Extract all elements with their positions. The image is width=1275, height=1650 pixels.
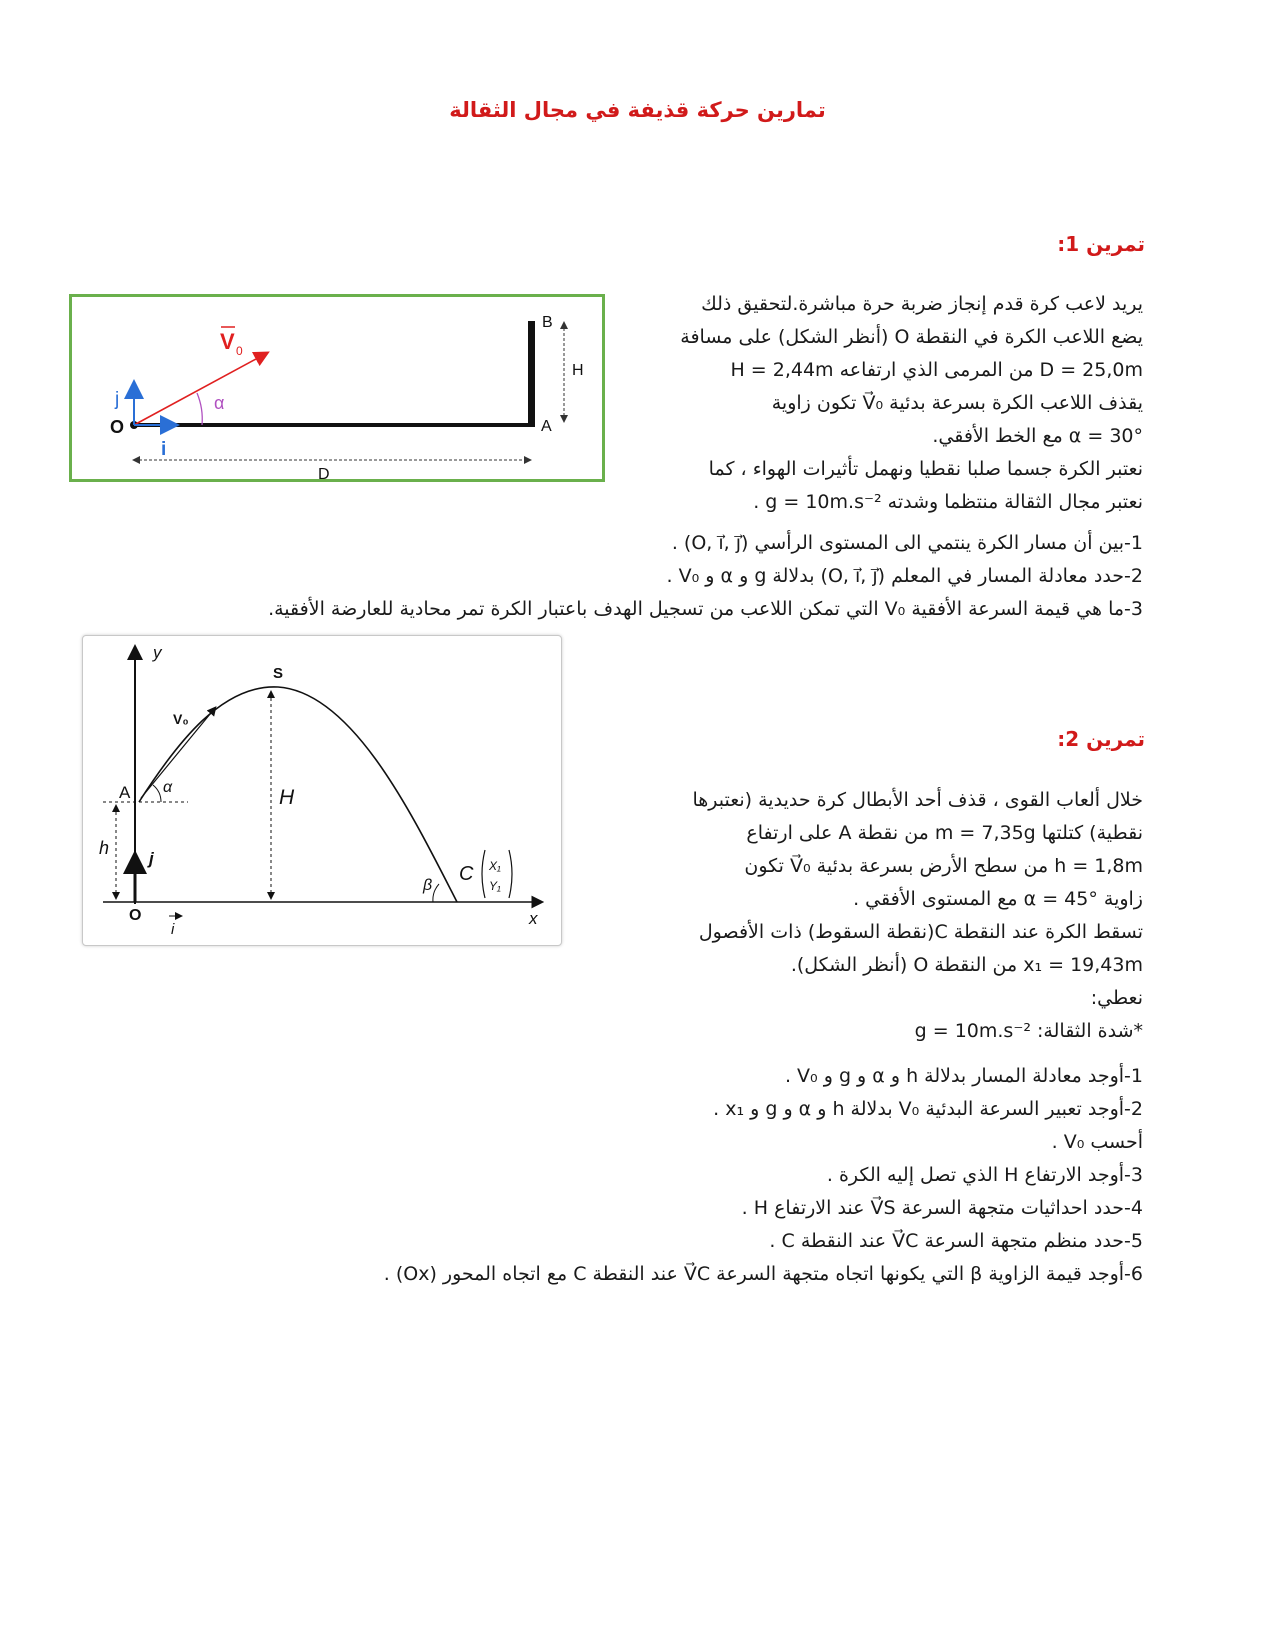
i-label: i [171, 921, 175, 938]
exercise1-line: يريد لاعب كرة قدم إنجاز ضربة حرة مباشرة.لتحقيق ذلك [701, 293, 1143, 315]
exercise2-line: نقطية) كتلتها m = 7,35g من نقطة A على ارتفاع [746, 822, 1143, 844]
exercise2-question: 5-حدد منظم متجهة السرعة V⃗C عند النقطة C . [769, 1230, 1143, 1252]
exercise2-heading: تمرين 2: [1057, 727, 1145, 751]
exercise1-question: 3-ما هي قيمة السرعة الأفقية V₀ التي تمكن اللاعب من تسجيل الهدف باعتبار الكرة تمر محادية للعارضة الأفقية. [268, 598, 1143, 620]
i-label: i [161, 439, 167, 460]
exercise1-line: يضع اللاعب الكرة في النقطة O (أنظر الشكل) على مسافة [680, 326, 1143, 348]
shot-put-diagram [83, 636, 561, 945]
beta-arc [433, 884, 439, 902]
v0-label: V₀ [173, 711, 189, 727]
exercise2-statement [692, 784, 1143, 1048]
exercise1-figure [69, 294, 605, 482]
exercise1-line: نعتبر مجال الثقالة منتظما وشدته g = 10m.s⁻² . [753, 491, 1143, 513]
exercise1-line: يقذف اللاعب الكرة بسرعة بدئية V⃗₀ تكون زاوية [771, 392, 1143, 414]
a-label: A [119, 783, 131, 802]
exercise2-line: خلال ألعاب القوى ، قذف أحد الأبطال كرة حديدية (نعتبرها [692, 789, 1143, 811]
exercise2-line: زاوية α = 45° مع المستوى الأفقي . [853, 888, 1143, 910]
exercise2-line: *شدة الثقالة: g = 10m.s⁻² [914, 1020, 1143, 1042]
exercise1-statement [680, 288, 1143, 519]
exercise1-question: 1-بين أن مسار الكرة ينتمي الى المستوى الرأسي (O, i⃗, j⃗) . [671, 532, 1143, 554]
j-label: j [149, 849, 154, 868]
a-label: A [541, 418, 552, 435]
c-bracket-right [509, 850, 512, 898]
goal-post [528, 321, 535, 427]
x-label: x [529, 909, 538, 928]
b-label: B [542, 314, 553, 331]
exercise2-line: x₁ = 19,43m من النقطة O (أنظر الشكل). [790, 954, 1143, 976]
alpha-label: α [214, 393, 225, 413]
football-diagram [72, 297, 602, 479]
s-label: S [273, 665, 284, 682]
exercise1-question: 2-حدد معادلة المسار في المعلم (O, i⃗, j⃗) بدلالة g و α و V₀ . [666, 565, 1143, 587]
page-title: تمارين حركة قذيفة في مجال الثقالة [449, 98, 826, 122]
v0-subscript: 0 [236, 344, 243, 358]
exercise1-line: D = 25,0m من المرمى الذي ارتفاعه H = 2,44m [730, 359, 1143, 381]
exercise1-heading: تمرين 1: [1057, 232, 1145, 256]
exercise2-line: h = 1,8m من سطح الأرض بسرعة بدئية V⃗₀ تكون [744, 855, 1143, 877]
angle-arc [197, 393, 202, 425]
exercise2-figure [82, 635, 562, 946]
exercise2-question: أحسب V₀ . [1051, 1131, 1143, 1153]
y1-label: Y₁ [489, 879, 501, 893]
v0-label: V [220, 329, 235, 354]
exercise2-question: 4-حدد احداثيات متجهة السرعة V⃗S عند الارتفاع H . [741, 1197, 1143, 1219]
h-label: h [99, 838, 110, 858]
exercise2-question: 3-أوجد الارتفاع H الذي تصل إليه الكرة . [826, 1164, 1143, 1186]
alpha-arc [153, 785, 161, 802]
o-label: O [129, 907, 142, 924]
h-label: H [572, 362, 584, 379]
exercise1-questions [268, 527, 1143, 626]
beta-label: β [423, 877, 433, 894]
velocity-vector [134, 353, 267, 425]
c-label: C [459, 863, 474, 885]
exercise1-line: نعتبر الكرة جسما صلبا نقطيا ونهمل تأثيرات الهواء ، كما [708, 458, 1143, 480]
exercise2-question: 1-أوجد معادلة المسار بدلالة h و α و g و V₀ . [784, 1065, 1143, 1087]
c-bracket-left [482, 850, 485, 898]
y-label: y [153, 643, 162, 662]
exercise2-question: 2-أوجد تعبير السرعة البدئية V₀ بدلالة h و α و g و x₁ . [713, 1098, 1143, 1120]
o-label: O [110, 417, 125, 437]
j-label: j [115, 389, 120, 410]
d-label: D [318, 466, 330, 479]
exercise2-line: نعطي: [1090, 987, 1143, 1009]
exercise2-questions [384, 1060, 1143, 1291]
exercise1-line: α = 30° مع الخط الأفقي. [932, 425, 1143, 447]
max-height-label: H [279, 786, 295, 809]
exercise2-question: 6-أوجد قيمة الزاوية β التي يكونها اتجاه متجهة السرعة V⃗C عند النقطة C مع اتجاه المحور (Ox) . [383, 1263, 1143, 1285]
exercise2-line: تسقط الكرة عند النقطة C(نقطة السقوط) ذات الأفصول [698, 921, 1143, 943]
x1-label: X₁ [489, 859, 501, 873]
alpha-label: α [163, 779, 173, 796]
